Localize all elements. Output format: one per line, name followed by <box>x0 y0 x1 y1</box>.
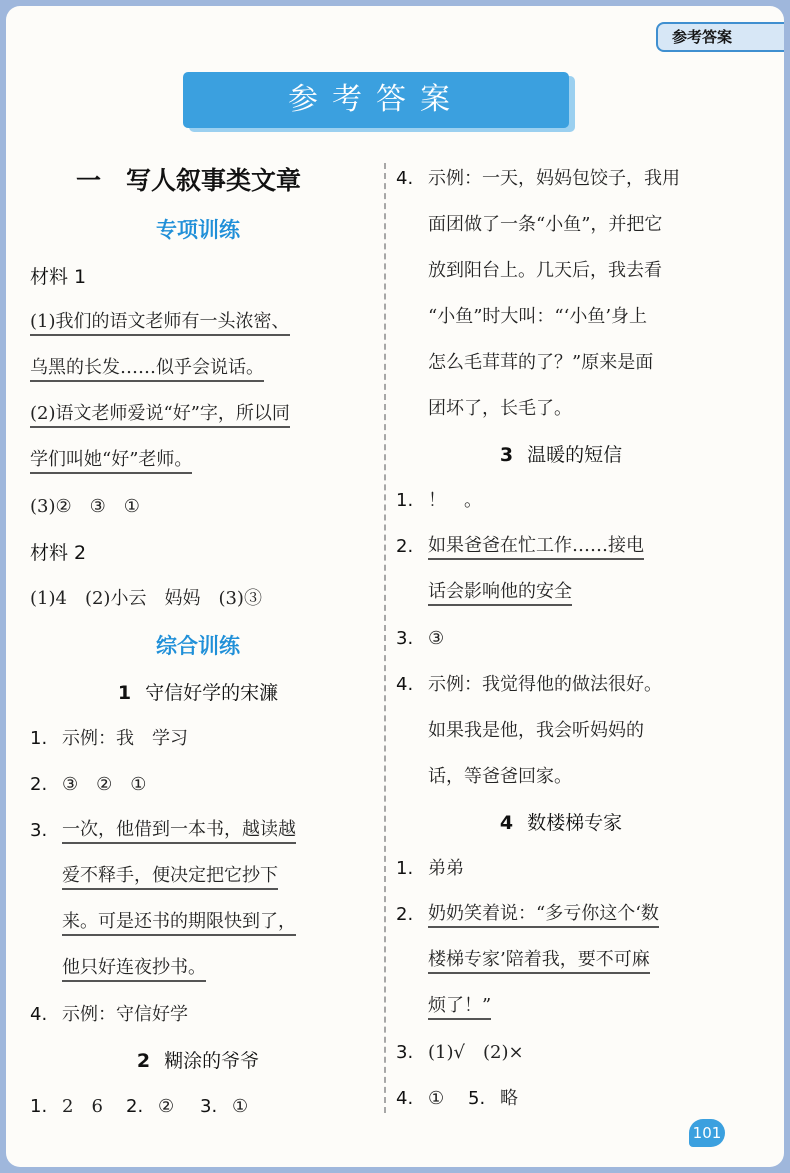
answer-number: 1. <box>396 858 414 879</box>
answer-row <box>30 1084 366 1130</box>
answer-line: 怎么毛茸茸的了？”原来是面 <box>428 352 654 373</box>
answer-text: ① <box>232 1096 249 1117</box>
right-column <box>396 156 726 1122</box>
answer-line: 奶奶笑着说：“多亏你这个‘数 <box>428 892 726 938</box>
answer-item <box>396 478 726 524</box>
answer-item <box>396 1030 726 1076</box>
answer-text: 2 6 <box>62 1096 103 1117</box>
answer-page <box>6 6 784 1167</box>
lesson-number: 3 <box>499 444 514 466</box>
answer-number: 4. <box>396 168 414 189</box>
lesson-2-title <box>30 1038 366 1084</box>
lesson-number: 1 <box>117 682 132 704</box>
answer-text: ② <box>158 1096 175 1117</box>
answer-item <box>30 992 366 1038</box>
answer-number: 4. <box>30 1004 48 1025</box>
page-banner-title: 参考答案 <box>183 72 569 128</box>
lesson-title-text: 温暖的短信 <box>527 444 623 466</box>
answer-text: ③ ② ① <box>62 774 147 795</box>
answer-line: 如果我是他，我会听妈妈的 <box>428 720 644 741</box>
answer-item <box>30 808 366 992</box>
answer-number: 2. <box>396 536 414 557</box>
answer-row <box>396 1076 726 1122</box>
answer-number: 5. <box>468 1088 486 1109</box>
answer-item <box>396 616 726 662</box>
answer-item <box>396 662 726 800</box>
answer-text: 弟弟 <box>428 858 464 879</box>
material-1-answer-1-line: (1)我们的语文老师有一头浓密、 <box>30 300 366 346</box>
lesson-number: 2 <box>136 1050 151 1072</box>
answer-number: 3. <box>200 1096 218 1117</box>
answer-number: 4. <box>396 674 414 695</box>
lesson-3-title <box>396 432 726 478</box>
material-1-answer-2-line: (2)语文老师爱说“好”字，所以同 <box>30 392 366 438</box>
material-1-label: 材料 1 <box>30 266 87 288</box>
answer-line: 他只好连夜抄书。 <box>62 946 366 992</box>
lesson-title-text: 糊涂的爷爷 <box>164 1050 260 1072</box>
material-1-answer-1-line: 乌黑的长发……似乎会说话。 <box>30 346 366 392</box>
answer-number: 3. <box>396 1042 414 1063</box>
answer-number: 1. <box>30 1096 48 1117</box>
page-number: 101 <box>689 1119 725 1147</box>
answer-number: 2. <box>30 774 48 795</box>
answer-item <box>396 892 726 1030</box>
answer-number: 4. <box>396 1088 414 1109</box>
answer-number: 3. <box>396 628 414 649</box>
lesson-number: 4 <box>499 812 514 834</box>
answer-line: 爱不释手，便决定把它抄下 <box>62 854 366 900</box>
answer-text: ！ 。 <box>428 490 482 511</box>
material-2-answers: (1)4 (2)小云 妈妈 (3)③ <box>30 588 262 609</box>
section-title: 一 写人叙事类文章 <box>76 166 302 195</box>
answer-number: 1. <box>30 728 48 749</box>
answer-text: 示例：守信好学 <box>62 1004 188 1025</box>
lesson-4-title <box>396 800 726 846</box>
lesson-1-title <box>30 670 366 716</box>
answer-number: 2. <box>396 904 414 925</box>
answer-item <box>30 762 366 808</box>
answer-number: 2. <box>126 1096 144 1117</box>
answer-number: 3. <box>30 820 48 841</box>
answer-number: 1. <box>396 490 414 511</box>
answer-text: 示例：我 学习 <box>62 728 188 749</box>
header-tab: 参考答案 <box>656 22 784 52</box>
answer-line: “小鱼”时大叫：“‘小鱼’身上 <box>428 306 648 327</box>
answer-line: 来。可是还书的期限快到了， <box>62 900 366 946</box>
answer-line: 面团做了一条“小鱼”，并把它 <box>428 214 663 235</box>
answer-line: 话会影响他的安全 <box>428 570 726 616</box>
answer-item <box>396 156 726 432</box>
answer-text: (1)√ (2)× <box>428 1042 524 1063</box>
answer-text: ① <box>428 1088 445 1109</box>
material-2-label: 材料 2 <box>30 542 87 564</box>
lesson-title-text: 守信好学的宋濂 <box>145 682 279 704</box>
answer-item <box>396 524 726 616</box>
column-divider <box>384 163 386 1113</box>
answer-line: 烦了！” <box>428 984 726 1030</box>
special-training-heading: 专项训练 <box>156 218 240 242</box>
answer-item <box>30 716 366 762</box>
material-1-answer-3: (3)② ③ ① <box>30 496 140 517</box>
answer-line: 话，等爸爸回家。 <box>428 766 572 787</box>
answer-line: 示例：我觉得他的做法很好。 <box>428 674 662 695</box>
answer-text: ③ <box>428 628 445 649</box>
lesson-title-text: 数楼梯专家 <box>527 812 623 834</box>
answer-text: 略 <box>500 1088 518 1109</box>
answer-line: 楼梯专家’陪着我，要不可麻 <box>428 938 726 984</box>
material-1-answer-2-line: 学们叫她“好”老师。 <box>30 438 366 484</box>
answer-line: 如果爸爸在忙工作……接电 <box>428 524 726 570</box>
comprehensive-training-heading: 综合训练 <box>156 634 240 658</box>
answer-line: 团坏了，长毛了。 <box>428 398 572 419</box>
answer-line: 一次，他借到一本书，越读越 <box>62 808 366 854</box>
answer-line: 示例：一天，妈妈包饺子，我用 <box>428 168 680 189</box>
answer-line: 放到阳台上。几天后，我去看 <box>428 260 662 281</box>
left-column <box>30 156 366 1130</box>
answer-item <box>396 846 726 892</box>
